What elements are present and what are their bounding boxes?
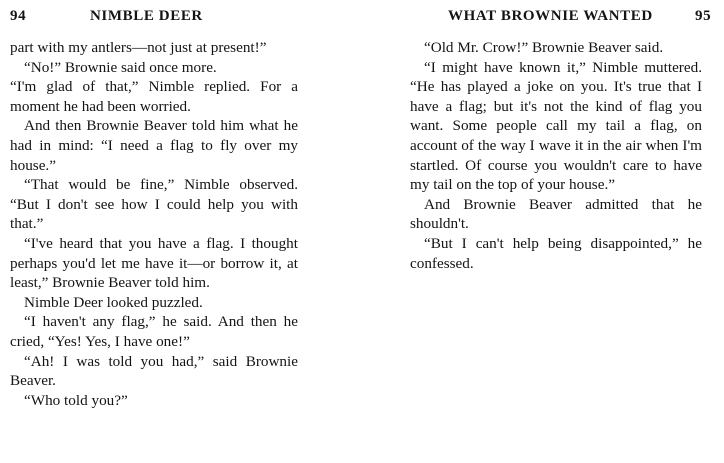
paragraph: Nimble Deer looked puzzled.: [24, 293, 203, 311]
running-title: WHAT BROWNIE WANTED: [448, 8, 653, 24]
page-body: [410, 38, 702, 273]
page-number: 95: [695, 8, 712, 24]
running-title: NIMBLE DEER: [90, 8, 203, 24]
paragraph: And Brownie Beaver admitted that he shouldn't.: [410, 195, 702, 233]
page-body: [10, 38, 298, 410]
paragraph: “I'm glad of that,” Nimble replied. For a moment he had been worried.: [10, 78, 298, 115]
paragraph: “That would be fine,” Nimble observed. “But I don't see how I could help you with that.”: [10, 176, 298, 233]
paragraph: “No!” Brownie said once more.: [24, 58, 217, 76]
paragraph: And then Brownie Beaver told him what he had in mind: “I need a flag to fly over my house.”: [10, 117, 298, 174]
paragraph: “Ah! I was told you had,” said Brownie Beaver.: [10, 352, 298, 390]
paragraph: “Old Mr. Crow!” Brownie Beaver said.: [424, 39, 664, 56]
paragraph: “I haven't any flag,” he said. And then he cried, “Yes! Yes, I have one!”: [10, 313, 298, 350]
paragraph: “Who told you?”: [24, 391, 128, 409]
paragraph: “I might have known it,” Nimble muttered. “He has played a joke on you. It's true that I have a flag; but it's not the kind of flag you want. Some people call my tail a flag, on account of the way I wave it in the air when I'm startled. Of course you wouldn't care to have my tail on the top of your house.”: [410, 58, 702, 194]
paragraph: “I've heard that you have a flag. I thought perhaps you'd let me have it—or borrow it, at least,” Brownie Beaver told him.: [10, 234, 298, 292]
page-number: 94: [10, 8, 27, 24]
right-page: [362, 0, 724, 463]
paragraph: part with my antlers—not just at present!”: [10, 39, 267, 56]
paragraph: “But I can't help being disappointed,” he confessed.: [410, 234, 702, 272]
